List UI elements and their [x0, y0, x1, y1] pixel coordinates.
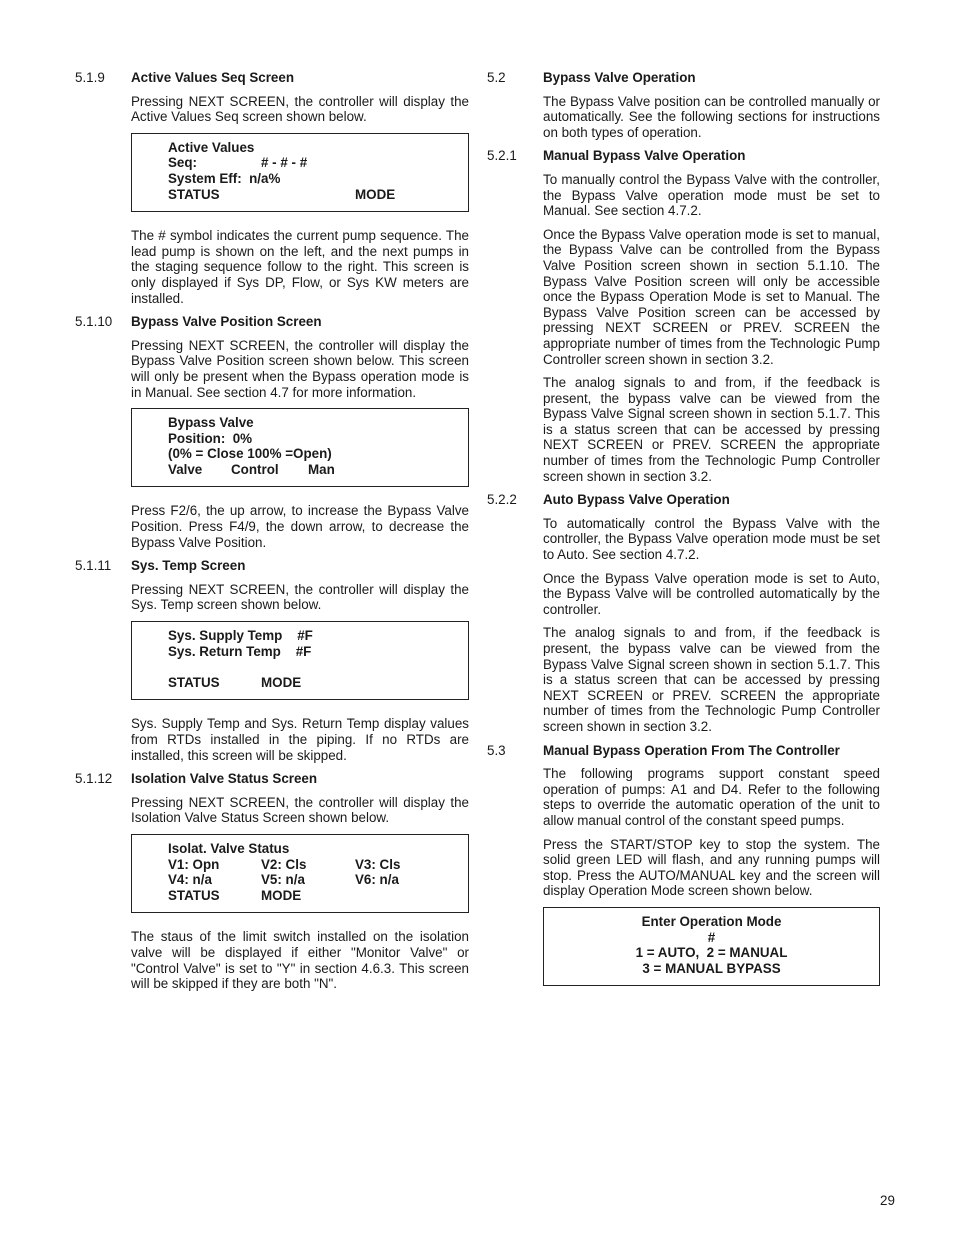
screen-text: # - # - # [261, 155, 308, 171]
paragraph: Pressing NEXT SCREEN, the controller will display the Sys. Temp screen shown below. [131, 581, 469, 613]
screen-text: (0% = Close 100% =Open) [168, 446, 332, 462]
section-number: 5.1.11 [75, 558, 112, 574]
section-title: Isolation Valve Status Screen [131, 771, 318, 787]
right-column [487, 70, 880, 1002]
paragraph: The analog signals to and from, if the feedback is present, the bypass valve can be viewed from the Bypass Valve Signal screen shown in section 5.1.7. This is a status screen that can be accessed by pressing NEXT SCREEN or PREV. SCREEN the appropriate number of times from the Technologic Pump Controller screen shown in section 3.2. [543, 625, 880, 734]
section-5-2 [487, 70, 880, 140]
screen-text: MODE [261, 887, 302, 903]
section-number: 5.1.9 [75, 70, 105, 85]
screen-text: MODE [355, 186, 396, 202]
section-heading [487, 148, 880, 164]
screen-text: STATUS [168, 887, 220, 903]
paragraph: The Bypass Valve position can be controlled manually or automatically. See the following sections for instructions on both types of operation. [543, 93, 880, 140]
screen-text: MODE [261, 674, 302, 690]
paragraph: The # symbol indicates the current pump sequence. The lead pump is shown on the left, and the next pumps in the staging sequence follow to the right. This screen is only displayed if Sys DP, Flow, or Sys KW meters are installed. [131, 228, 469, 306]
paragraph: The following programs support constant speed operation of pumps: A1 and D4. Refer to the following steps to override the automatic operation of the unit to allow manual control of the constant speed pumps. [543, 766, 880, 828]
screen-text: 1 = AUTO, 2 = MANUAL [635, 945, 788, 961]
screen-text: V5: n/a [261, 872, 305, 888]
section-number: 5.2.1 [487, 148, 517, 164]
screen-text: V6: n/a [355, 872, 399, 888]
section-heading [75, 558, 469, 574]
section-5-3 [487, 743, 880, 987]
controller-screen-bypass-valve [131, 408, 469, 487]
screen-text: Sys. Return Temp #F [168, 643, 312, 659]
section-title: Auto Bypass Valve Operation [543, 492, 730, 508]
screen-text: Control [231, 461, 279, 477]
section-5-1-11 [75, 558, 469, 763]
paragraph: Pressing NEXT SCREEN, the controller will display the Bypass Valve Position screen shown below. This screen will only be present when the Bypass operation mode is in Manual. See section 4.7 for more information. [131, 337, 469, 400]
section-number: 5.1.12 [75, 771, 113, 787]
controller-screen-active-values [131, 133, 469, 212]
section-heading [487, 492, 880, 508]
section-heading [487, 743, 880, 759]
section-number: 5.3 [487, 742, 506, 758]
section-title: Active Values Seq Screen [131, 70, 295, 85]
section-title: Bypass Valve Operation [543, 70, 696, 85]
screen-text: System Eff: n/a% [168, 170, 281, 186]
screen-text: Isolat. Valve Status [168, 840, 290, 856]
paragraph: Once the Bypass Valve operation mode is set to manual, the Bypass Valve can be controlled from the Bypass Valve Position screen shown in section 5.1.10. The Bypass Valve Position screen will only be accessible once the Bypass Operation Mode is set to Manual. The Bypass Valve Position screen can be accessed by pressing NEXT SCREEN or PREV. SCREEN the appropriate number of times from the Technologic Pump Controller screen shown in section 3.2. [543, 226, 880, 367]
screen-text: V4: n/a [168, 872, 212, 888]
screen-text: Sys. Supply Temp #F [168, 628, 313, 644]
screen-text: Bypass Valve [168, 415, 254, 431]
section-title: Manual Bypass Valve Operation [543, 148, 746, 164]
section-5-1-10 [75, 314, 469, 550]
section-title: Sys. Temp Screen [131, 558, 246, 574]
screen-text: V1: Opn [168, 856, 220, 872]
paragraph: Press the START/STOP key to stop the system. The solid green LED will flash, and any running pumps will stop. Press the AUTO/MANUAL key and the screen will display Operation Mode screen shown below. [543, 836, 880, 899]
section-title: Manual Bypass Operation From The Controller [543, 742, 840, 758]
paragraph: Sys. Supply Temp and Sys. Return Temp display values from RTDs installed in the piping. If no RTDs are installed, this screen will be skipped. [131, 716, 469, 763]
paragraph: Pressing NEXT SCREEN, the controller will display the Isolation Valve Status Screen shown below. [131, 794, 469, 826]
paragraph: The staus of the limit switch installed on the isolation valve will be displayed if either "Monitor Valve" or "Control Valve" is set to "Y" in section 4.6.3. This screen will be skipped if they are both "N". [131, 929, 469, 992]
section-5-2-2 [487, 492, 880, 734]
section-heading [75, 314, 469, 330]
section-title: Bypass Valve Position Screen [131, 314, 322, 330]
section-5-1-12 [75, 771, 469, 992]
section-number: 5.2.2 [487, 492, 517, 508]
controller-screen-operation-mode [543, 907, 880, 986]
paragraph: To manually control the Bypass Valve with the controller, the Bypass Valve operation mode must be set to Manual. See section 4.7.2. [543, 171, 880, 219]
screen-text: Seq: [168, 155, 198, 171]
section-heading [487, 70, 880, 86]
page-number: 29 [880, 1193, 895, 1208]
screen-text: Position: 0% [168, 430, 253, 446]
controller-screen-sys-temp [131, 621, 469, 700]
section-5-1-9 [75, 70, 469, 306]
screen-text: STATUS [168, 674, 220, 690]
paragraph: The analog signals to and from, if the feedback is present, the bypass valve can be viewed from the Bypass Valve Signal screen shown in section 5.1.7. This is a status screen that can be accessed by pressing NEXT SCREEN or PREV. SCREEN the appropriate number of times from the Technologic Pump Controller screen shown in section 3.2. [543, 375, 880, 484]
left-column [75, 70, 469, 1000]
paragraph: Once the Bypass Valve operation mode is set to Auto, the Bypass Valve will be controlled automatically by the controller. [543, 570, 880, 617]
section-heading [75, 70, 469, 86]
screen-text: V2: Cls [261, 856, 307, 872]
section-number: 5.2 [487, 70, 506, 85]
paragraph: Press F2/6, the up arrow, to increase the Bypass Valve Position. Press F4/9, the down arrow, to decrease the Bypass Valve Position. [131, 503, 469, 550]
screen-text: Active Values [168, 139, 255, 155]
paragraph: Pressing NEXT SCREEN, the controller will display the Active Values Seq screen shown below. [131, 93, 469, 125]
screen-text: 3 = MANUAL BYPASS [642, 960, 781, 976]
screen-text: Enter Operation Mode [641, 913, 782, 929]
controller-screen-isolation-valve [131, 834, 469, 913]
screen-text: # [707, 929, 716, 945]
section-5-2-1 [487, 148, 880, 484]
screen-text: V3: Cls [355, 856, 401, 872]
screen-text: Valve [168, 461, 203, 477]
section-heading [75, 771, 469, 787]
section-number: 5.1.10 [75, 314, 113, 330]
screen-text: STATUS [168, 186, 220, 202]
paragraph: To automatically control the Bypass Valve with the controller, the Bypass Valve operation mode must be set to Auto. See section 4.7.2. [543, 515, 880, 563]
screen-text: Man [308, 461, 335, 477]
